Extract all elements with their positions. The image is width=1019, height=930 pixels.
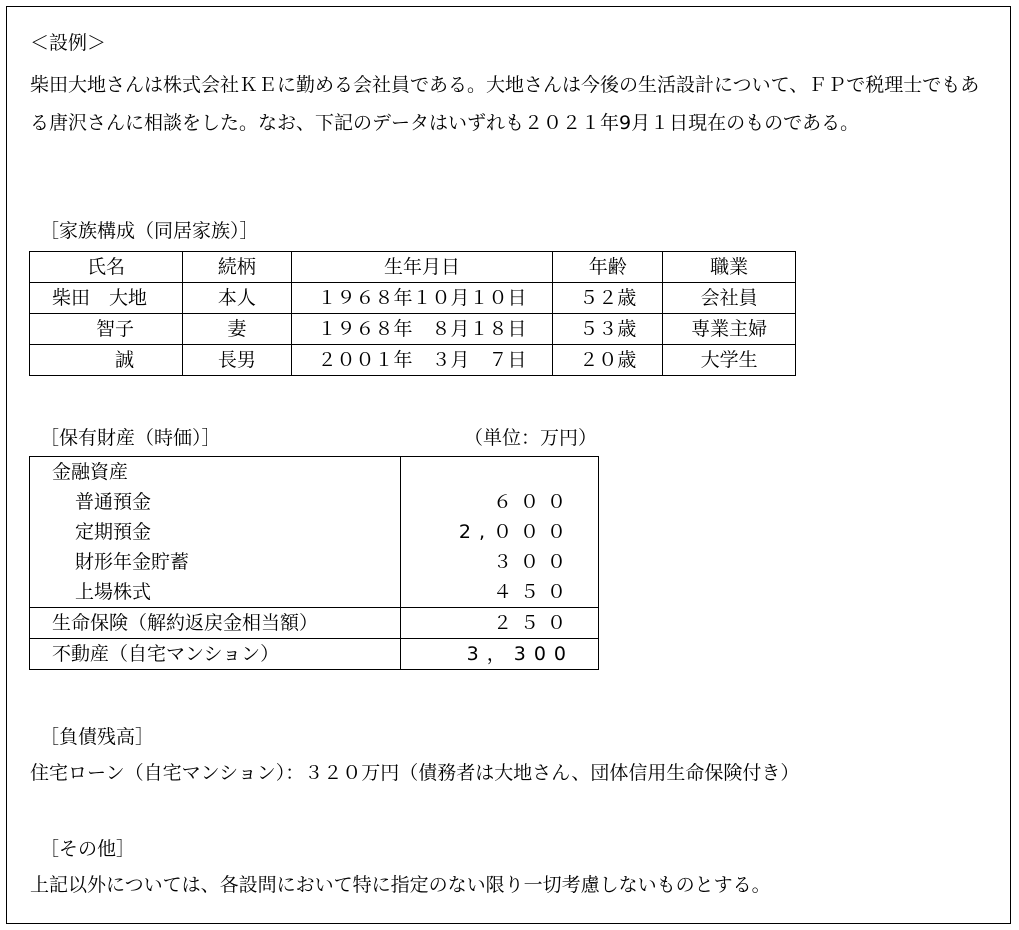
family-cell: ２０歳 <box>553 345 663 376</box>
family-cell: 智子 <box>30 314 183 345</box>
liabilities-text: 住宅ローン（自宅マンション）：３２０万円（債務者は大地さん、団体信用生命保険付き） <box>30 762 800 784</box>
assets-heading: ［保有財産（時価）］ <box>40 427 221 449</box>
assets-row <box>30 608 599 639</box>
assets-row <box>30 547 599 577</box>
family-table <box>29 251 796 376</box>
assets-unit: （単位：万円） <box>464 427 598 449</box>
asset-label: 上場株式 <box>30 577 401 608</box>
example-heading: ＜設例＞ <box>30 32 107 54</box>
family-cell: 会社員 <box>663 283 796 314</box>
family-cell: １９６８年１０月１０日 <box>291 283 553 314</box>
asset-value: ６００ <box>401 487 599 517</box>
family-heading: ［家族構成（同居家族）］ <box>40 220 259 242</box>
family-cell: 専業主婦 <box>663 314 796 345</box>
other-text: 上記以外については、各設問において特に指定のない限り一切考慮しないものとする。 <box>30 874 771 896</box>
asset-value: ３００ <box>401 547 599 577</box>
family-cell: 長男 <box>182 345 291 376</box>
assets-row <box>30 517 599 547</box>
family-col-name: 氏名 <box>30 252 183 283</box>
asset-value: 2,０００ <box>401 517 599 547</box>
asset-label: 普通預金 <box>30 487 401 517</box>
liabilities-heading: ［負債残高］ <box>40 726 155 748</box>
family-cell: 妻 <box>182 314 291 345</box>
family-row <box>30 345 796 376</box>
family-cell: 本人 <box>182 283 291 314</box>
family-row <box>30 283 796 314</box>
intro-paragraph: 柴田大地さんは株式会社ＫＥに勤める会社員である。大地さんは今後の生活設計について、ＦＰで税理士でもある唐沢さんに相談をした。なお、下記のデータはいずれも２０２１年9月１日現在のものである。 <box>30 74 980 134</box>
family-col-relation: 続柄 <box>182 252 291 283</box>
family-col-occupation: 職業 <box>663 252 796 283</box>
asset-label: 財形年金貯蓄 <box>30 547 401 577</box>
real-estate-label: 不動産（自宅マンション） <box>30 639 401 670</box>
family-col-birthdate: 生年月日 <box>291 252 553 283</box>
family-col-age: 年齢 <box>553 252 663 283</box>
assets-row <box>30 577 599 608</box>
assets-table <box>29 456 599 670</box>
assets-row <box>30 457 599 488</box>
other-heading: ［その他］ <box>40 838 136 860</box>
family-cell: 誠 <box>30 345 183 376</box>
financial-assets-label: 金融資産 <box>30 457 401 488</box>
family-cell: １９６８年 ８月１８日 <box>291 314 553 345</box>
family-cell: ５３歳 <box>553 314 663 345</box>
family-row <box>30 314 796 345</box>
family-header-row <box>30 252 796 283</box>
asset-value: ４５０ <box>401 577 599 608</box>
assets-row <box>30 487 599 517</box>
family-cell: ２００１年 ３月 ７日 <box>291 345 553 376</box>
insurance-value: ２５０ <box>401 608 599 639</box>
asset-label: 定期預金 <box>30 517 401 547</box>
family-cell: ５２歳 <box>553 283 663 314</box>
real-estate-value: 3，300 <box>401 639 599 670</box>
insurance-label: 生命保険（解約返戻金相当額） <box>30 608 401 639</box>
family-cell: 柴田 大地 <box>30 283 183 314</box>
family-cell: 大学生 <box>663 345 796 376</box>
assets-row <box>30 639 599 670</box>
